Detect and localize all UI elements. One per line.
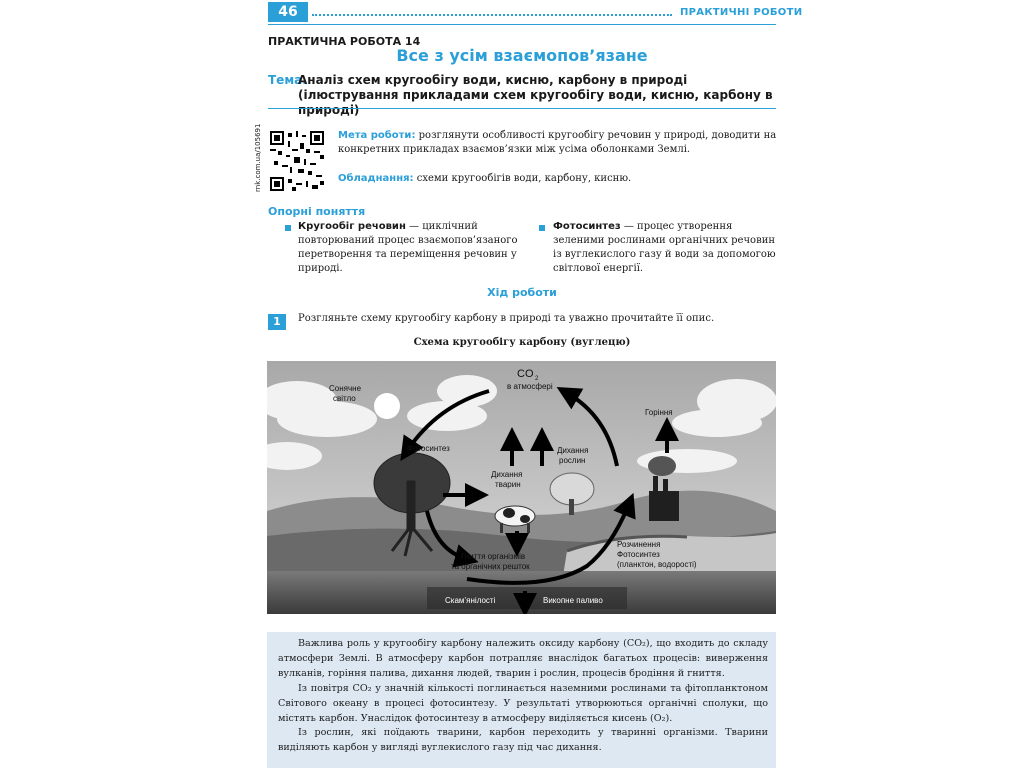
label-dissolving: Фотосинтез [617, 550, 660, 559]
description-paragraph: Із рослин, які поїдають тварини, карбон переходить у тваринні організми. Тварини виділяють карбон у вигляді вуглекислого газу під час дихання. [278, 727, 768, 754]
carbon-cycle-diagram [267, 361, 776, 614]
label-dissolving: Розчинення [617, 540, 661, 549]
label-co2-sub: 2 [535, 376, 539, 382]
label-animal-respiration: тварин [495, 480, 521, 489]
aim-label: Мета роботи: [338, 130, 416, 141]
label-photosynthesis: Фотосинтез [407, 444, 450, 453]
equipment-paragraph [338, 172, 778, 186]
concept-item [553, 220, 778, 276]
label-dissolving: (планктон, водорості) [617, 560, 697, 569]
description-text [278, 637, 768, 756]
topic-text: Аналіз схем кругообігу води, кисню, карбону в природі (ілюстрування прикладами схем кругообігу води, кисню, карбону в природі) [298, 73, 773, 117]
bullet-icon [539, 225, 545, 231]
label-sunlight: світло [333, 394, 356, 403]
label-animal-respiration: Дихання [491, 470, 523, 479]
progress-heading: Хід роботи [487, 286, 557, 299]
title-rule [268, 108, 776, 109]
description-paragraph: Важлива роль у кругообігу карбону належить оксиду карбону (CO₂), що входить до складу атмосфери Землі. В атмосферу карбон потрапляє внаслідок багатьох процесів: виверження вулканів, горіння палива, дихання людей, тварин і рослин, процесів бродіння й гниття. [278, 638, 768, 679]
work-title: Все з усім взаємопов’язане [396, 46, 648, 65]
label-sunlight: Сонячне [329, 384, 362, 393]
header-rule [268, 24, 776, 25]
page-number: 46 [268, 2, 308, 22]
sun-icon [374, 393, 400, 419]
concept-term: Фотосинтез [553, 221, 621, 232]
label-fossils: Скам’янілості [445, 596, 496, 605]
qr-code[interactable] [270, 131, 324, 191]
label-fossil-fuel: Викопне паливо [543, 596, 603, 605]
label-decay: та органічних решток [451, 562, 530, 571]
work-number: ПРАКТИЧНА РОБОТА 14 [268, 35, 421, 48]
label-co2-atm: в атмосфері [507, 382, 553, 391]
concept-text: — циклічний повторюваний процес взаємопов’язаного перетворення та переміщення речовин у природі. [298, 221, 518, 274]
concept-item [298, 220, 520, 276]
concept-term: Кругообіг речовин [298, 221, 406, 232]
aim-text: розглянути особливості кругообігу речовин у природі, доводити на конкретних прикладах взаємов’язки між усіма оболонками Землі. [338, 130, 777, 155]
label-plant-respiration: Дихання [557, 446, 589, 455]
qr-link-text: rnk.com.ua/105691 [254, 123, 262, 192]
step-number-badge: 1 [268, 314, 286, 330]
bullet-icon [285, 225, 291, 231]
aim-paragraph [338, 129, 778, 157]
header-dotted-line [312, 14, 672, 16]
label-plant-respiration: рослин [559, 456, 586, 465]
equipment-label: Обладнання: [338, 173, 414, 184]
step-instruction: Розгляньте схему кругообігу карбону в природі та уважно прочитайте її опис. [298, 313, 715, 324]
label-decay: Гниття організмів [461, 552, 526, 561]
equipment-text: схеми кругообігів води, карбону, кисню. [416, 173, 632, 184]
diagram-title: Схема кругообігу карбону (вуглецю) [413, 337, 631, 348]
concepts-heading: Опорні поняття [268, 205, 366, 218]
label-burning: Горіння [645, 408, 673, 417]
concept-text: — процес утворення зеленими рослинами органічних речовин із вуглекислого газу й води за допомогою світлової енергії. [553, 221, 776, 274]
section-title: ПРАКТИЧНІ РОБОТИ [680, 7, 803, 18]
label-co2: CO [517, 368, 534, 380]
topic-label: Тема. [268, 73, 307, 87]
description-paragraph: Із повітря CO₂ у значній кількості поглинається наземними рослинами та фітопланктоном Світового океану в процесі фотосинтезу. У результаті утворюються органічні сполуки, що містять карбон. Унаслідок фотосинтезу в атмосферу виділяється кисень (O₂). [278, 682, 768, 724]
